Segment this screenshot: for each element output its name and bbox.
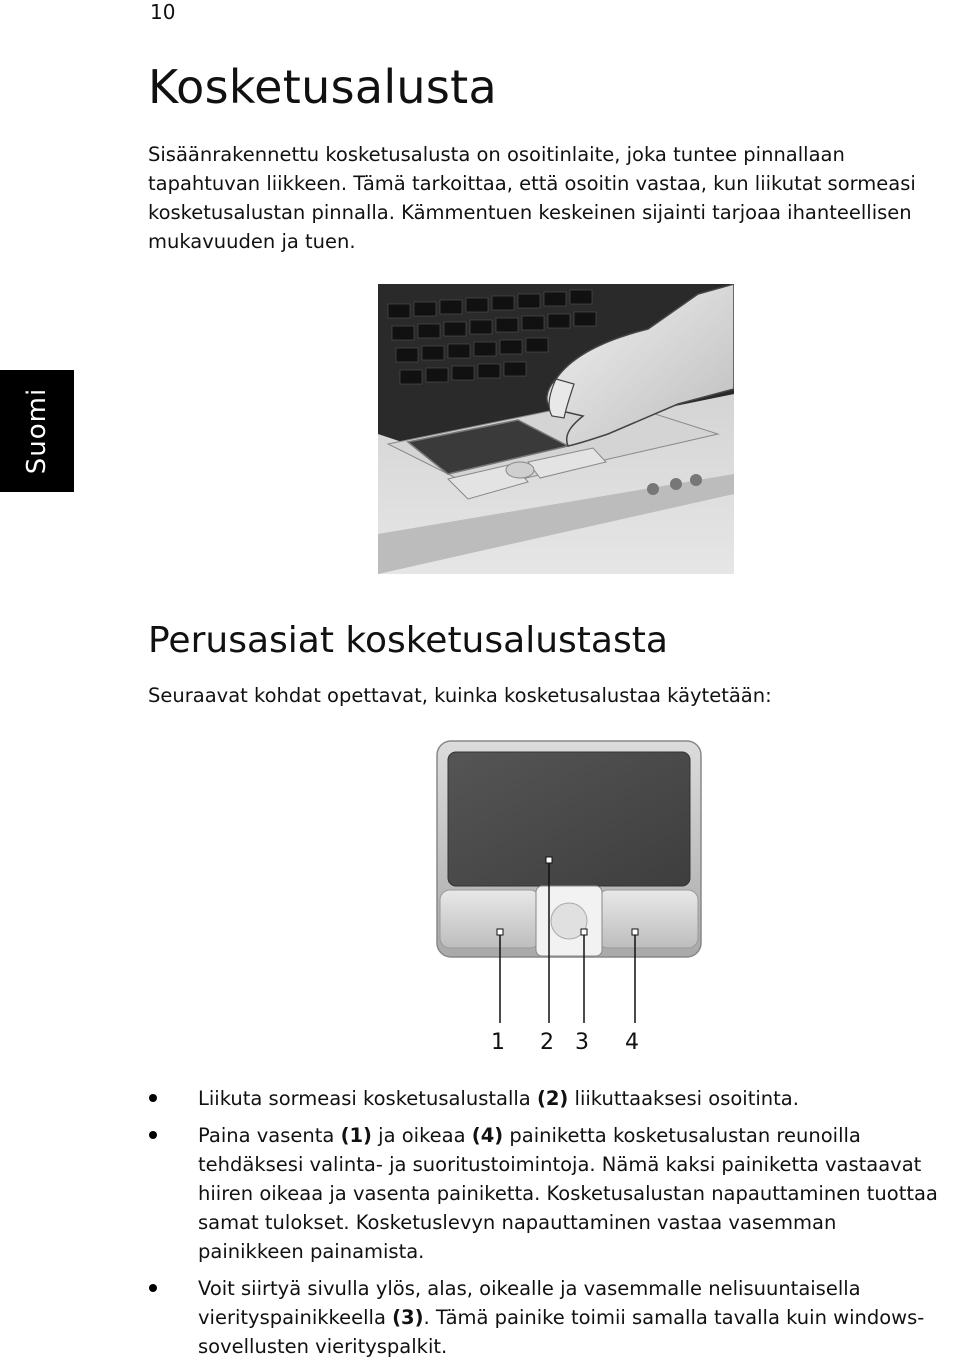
section-title: Kosketusalusta	[148, 60, 497, 114]
touchpad-diagram	[430, 736, 710, 1056]
list-item: Liikuta sormeasi kosketusalustalla (2) liikuttaaksesi osoitinta.	[148, 1084, 948, 1113]
list-item: Voit siirtyä sivulla ylös, alas, oikealle ja vasemmalle nelisuuntaisella vierityspainikkeella (3). Tämä painike toimii samalla tavalla kuin windows-sovellusten vierityspalkit.	[148, 1274, 948, 1361]
intro-paragraph: Sisäänrakennettu kosketusalusta on osoitinlaite, joka tuntee pinnallaan tapahtuvan liikkeen. Tämä tarkoittaa, että osoitin vastaa, kun liikutat sormeasi kosketusalustan pinnalla. Kämmentuen keskeinen sijainti tarjoaa ihanteellisen mukavuuden ja tuen.	[148, 143, 916, 253]
callout-2: 2	[540, 1030, 554, 1055]
list-item: Paina vasenta (1) ja oikeaa (4) painiketta kosketusalustan reunoilla tehdäksesi valinta- ja suoritustoimintoja. Nämä kaksi painiketta vastaavat hiiren oikeaa ja vasenta painiketta. Kosketusalustan napauttaminen tuottaa samat tulokset. Kosketuslevyn napauttaminen vastaa vasemman painikkeen painamista.	[148, 1121, 948, 1266]
left-button	[440, 890, 540, 948]
subsection-title: Perusasiat kosketusalustasta	[148, 620, 668, 661]
language-side-tab	[0, 370, 74, 492]
page-number: 10	[150, 0, 176, 24]
touchpad-surface	[448, 752, 690, 886]
language-label: Suomi	[22, 387, 52, 475]
callout-3: 3	[575, 1030, 589, 1055]
usage-bullet-list	[148, 1084, 948, 1369]
callout-4: 4	[625, 1030, 639, 1055]
callout-1: 1	[491, 1030, 505, 1055]
subsection-lead: Seuraavat kohdat opettavat, kuinka kosketusalustaa käytetään:	[148, 684, 772, 707]
right-button	[598, 890, 698, 948]
laptop-touchpad-photo	[378, 284, 734, 574]
